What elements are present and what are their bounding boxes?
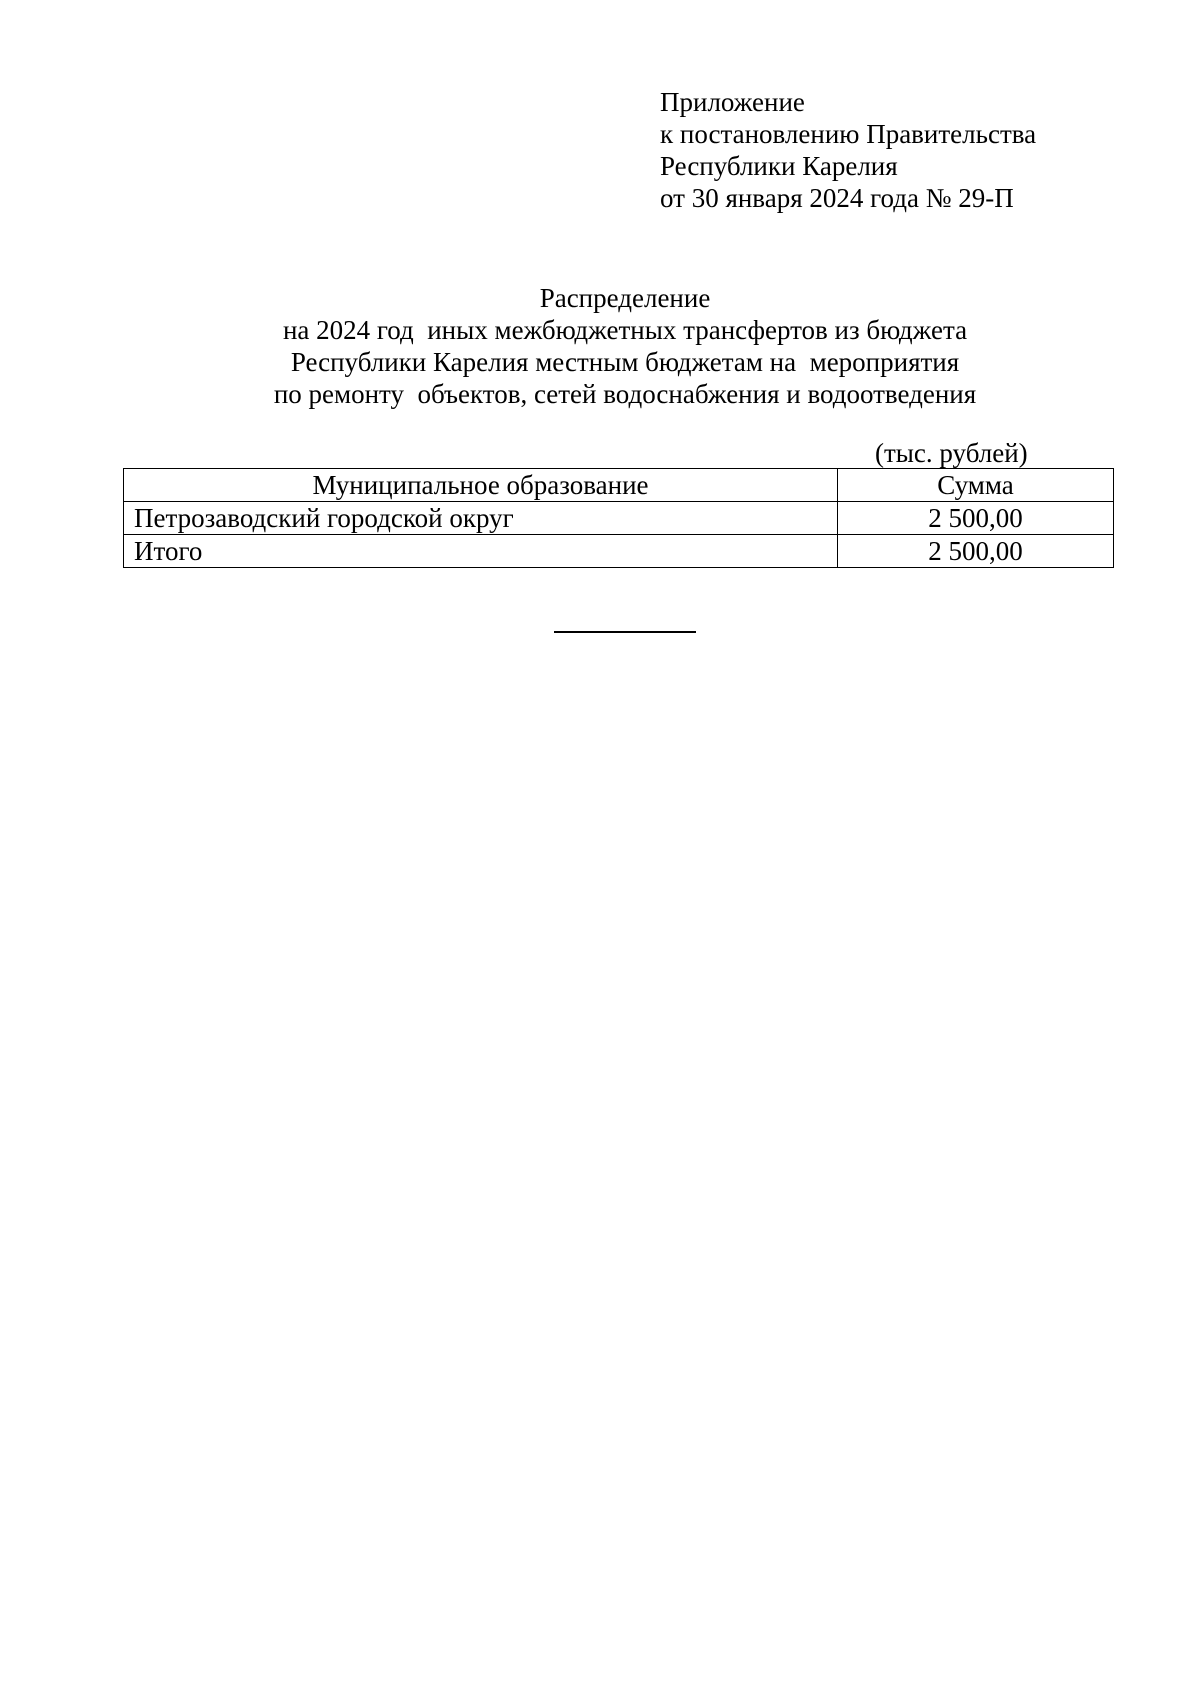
document-title	[0, 282, 1200, 410]
title-line: по ремонту объектов, сетей водоснабжения и водоотведения	[273, 379, 977, 409]
appendix-line: от 30 января 2024 года № 29-П	[660, 183, 1014, 213]
appendix-line: к постановлению Правительства	[660, 119, 1037, 149]
appendix-line: Приложение	[660, 87, 805, 117]
title-line: Республики Карелия местным бюджетам на мероприятия	[290, 347, 960, 377]
table-row	[124, 502, 1114, 535]
cell-amount: 2 500,00	[838, 502, 1114, 535]
header-amount: Сумма	[838, 469, 1114, 502]
cell-municipality: Петрозаводский городской округ	[124, 502, 838, 535]
header-municipality: Муниципальное образование	[124, 469, 838, 502]
table-row-total	[124, 535, 1114, 568]
title-line: на 2024 год иных межбюджетных трансфертов из бюджета	[282, 315, 968, 345]
units-label: (тыс. рублей)	[875, 438, 1028, 468]
title-line: Распределение	[539, 283, 711, 313]
cell-total-amount: 2 500,00	[838, 535, 1114, 568]
appendix-line: Республики Карелия	[660, 151, 898, 181]
distribution-table	[123, 468, 1114, 568]
end-separator-line	[554, 631, 696, 633]
appendix-block	[660, 86, 1036, 214]
cell-total-label: Итого	[124, 535, 838, 568]
table-header-row	[124, 469, 1114, 502]
